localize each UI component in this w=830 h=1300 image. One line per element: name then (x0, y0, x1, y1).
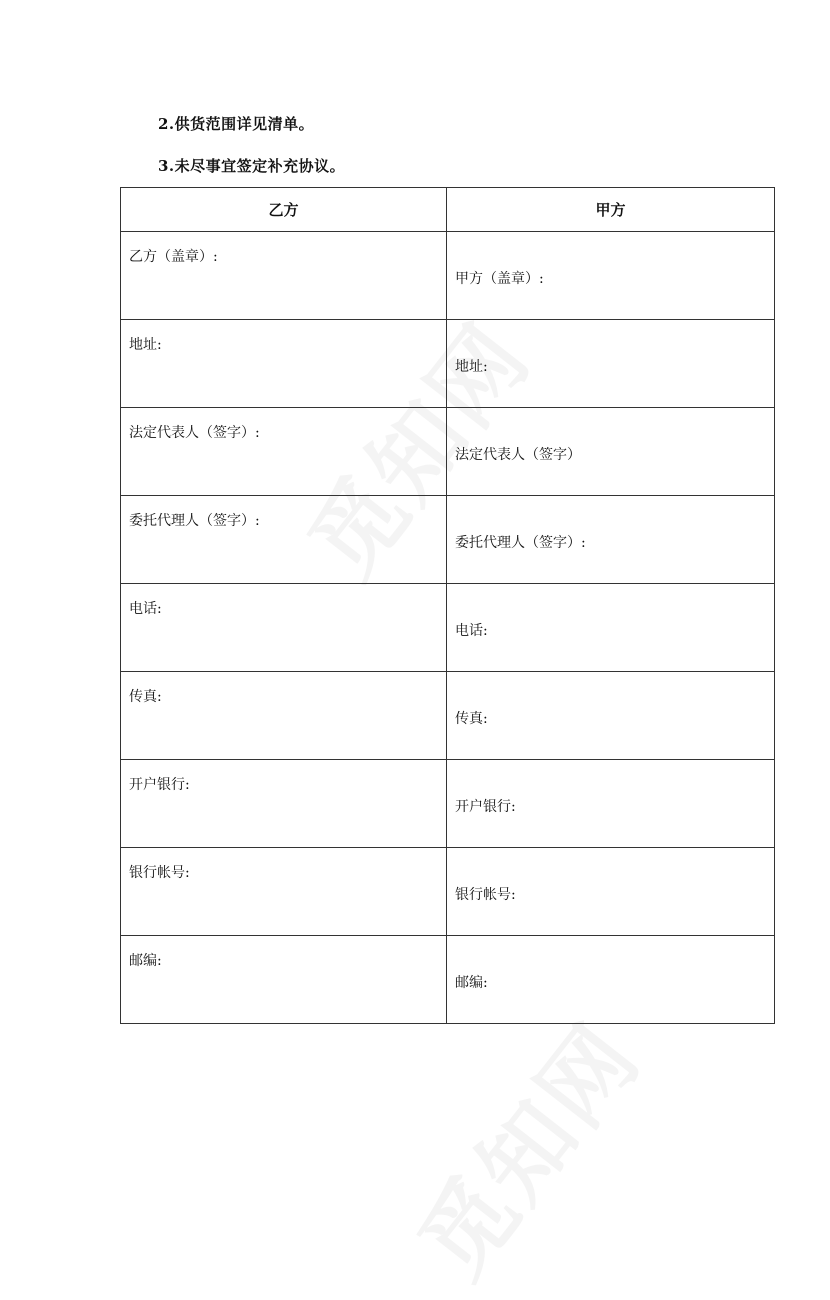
table-row (121, 496, 775, 584)
party-b-legal-rep-label: 法定代表人（签字）: (129, 425, 260, 441)
table-row (121, 320, 775, 408)
table-row (121, 408, 775, 496)
party-b-bank-label: 开户银行: (129, 777, 190, 793)
party-b-postcode-cell (121, 936, 447, 1024)
table-header-row (121, 188, 775, 232)
party-a-legal-rep-cell (447, 408, 775, 496)
party-a-address-cell (447, 320, 775, 408)
party-a-account-cell (447, 848, 775, 936)
party-a-address-label: 地址: (455, 359, 488, 375)
party-a-fax-label: 传真: (455, 711, 488, 727)
header-party-b: 乙方 (121, 188, 447, 232)
header-party-a: 甲方 (447, 188, 775, 232)
table-row (121, 760, 775, 848)
party-b-account-label: 银行帐号: (129, 865, 190, 881)
clause-supply-scope: 2.供货范围详见清单。 (158, 115, 315, 133)
party-b-seal-label: 乙方（盖章）: (129, 249, 218, 265)
party-b-agent-label: 委托代理人（签字）: (129, 513, 260, 529)
party-a-legal-rep-label: 法定代表人（签字） (455, 447, 581, 463)
party-b-address-cell (121, 320, 447, 408)
party-a-seal-cell (447, 232, 775, 320)
party-b-legal-rep-cell (121, 408, 447, 496)
clause-supplementary-agreement: 3.未尽事宜签定补充协议。 (158, 157, 346, 175)
party-b-bank-cell (121, 760, 447, 848)
party-b-agent-cell (121, 496, 447, 584)
party-a-phone-cell (447, 584, 775, 672)
party-b-fax-label: 传真: (129, 689, 162, 705)
watermark (383, 992, 664, 1300)
table-row (121, 232, 775, 320)
party-a-account-label: 银行帐号: (455, 887, 516, 903)
party-b-phone-label: 电话: (129, 601, 162, 617)
party-a-postcode-cell (447, 936, 775, 1024)
party-a-postcode-label: 邮编: (455, 975, 488, 991)
party-b-address-label: 地址: (129, 337, 162, 353)
party-b-account-cell (121, 848, 447, 936)
party-a-bank-cell (447, 760, 775, 848)
party-a-seal-label: 甲方（盖章）: (455, 271, 544, 287)
party-b-postcode-label: 邮编: (129, 953, 162, 969)
table-row (121, 848, 775, 936)
party-a-fax-cell (447, 672, 775, 760)
party-a-agent-cell (447, 496, 775, 584)
party-b-phone-cell (121, 584, 447, 672)
party-a-phone-label: 电话: (455, 623, 488, 639)
party-b-fax-cell (121, 672, 447, 760)
party-a-bank-label: 开户银行: (455, 799, 516, 815)
party-a-agent-label: 委托代理人（签字）: (455, 535, 586, 551)
signature-table (120, 187, 775, 1024)
table-row (121, 672, 775, 760)
table-row (121, 936, 775, 1024)
table-row (121, 584, 775, 672)
party-b-seal-cell (121, 232, 447, 320)
